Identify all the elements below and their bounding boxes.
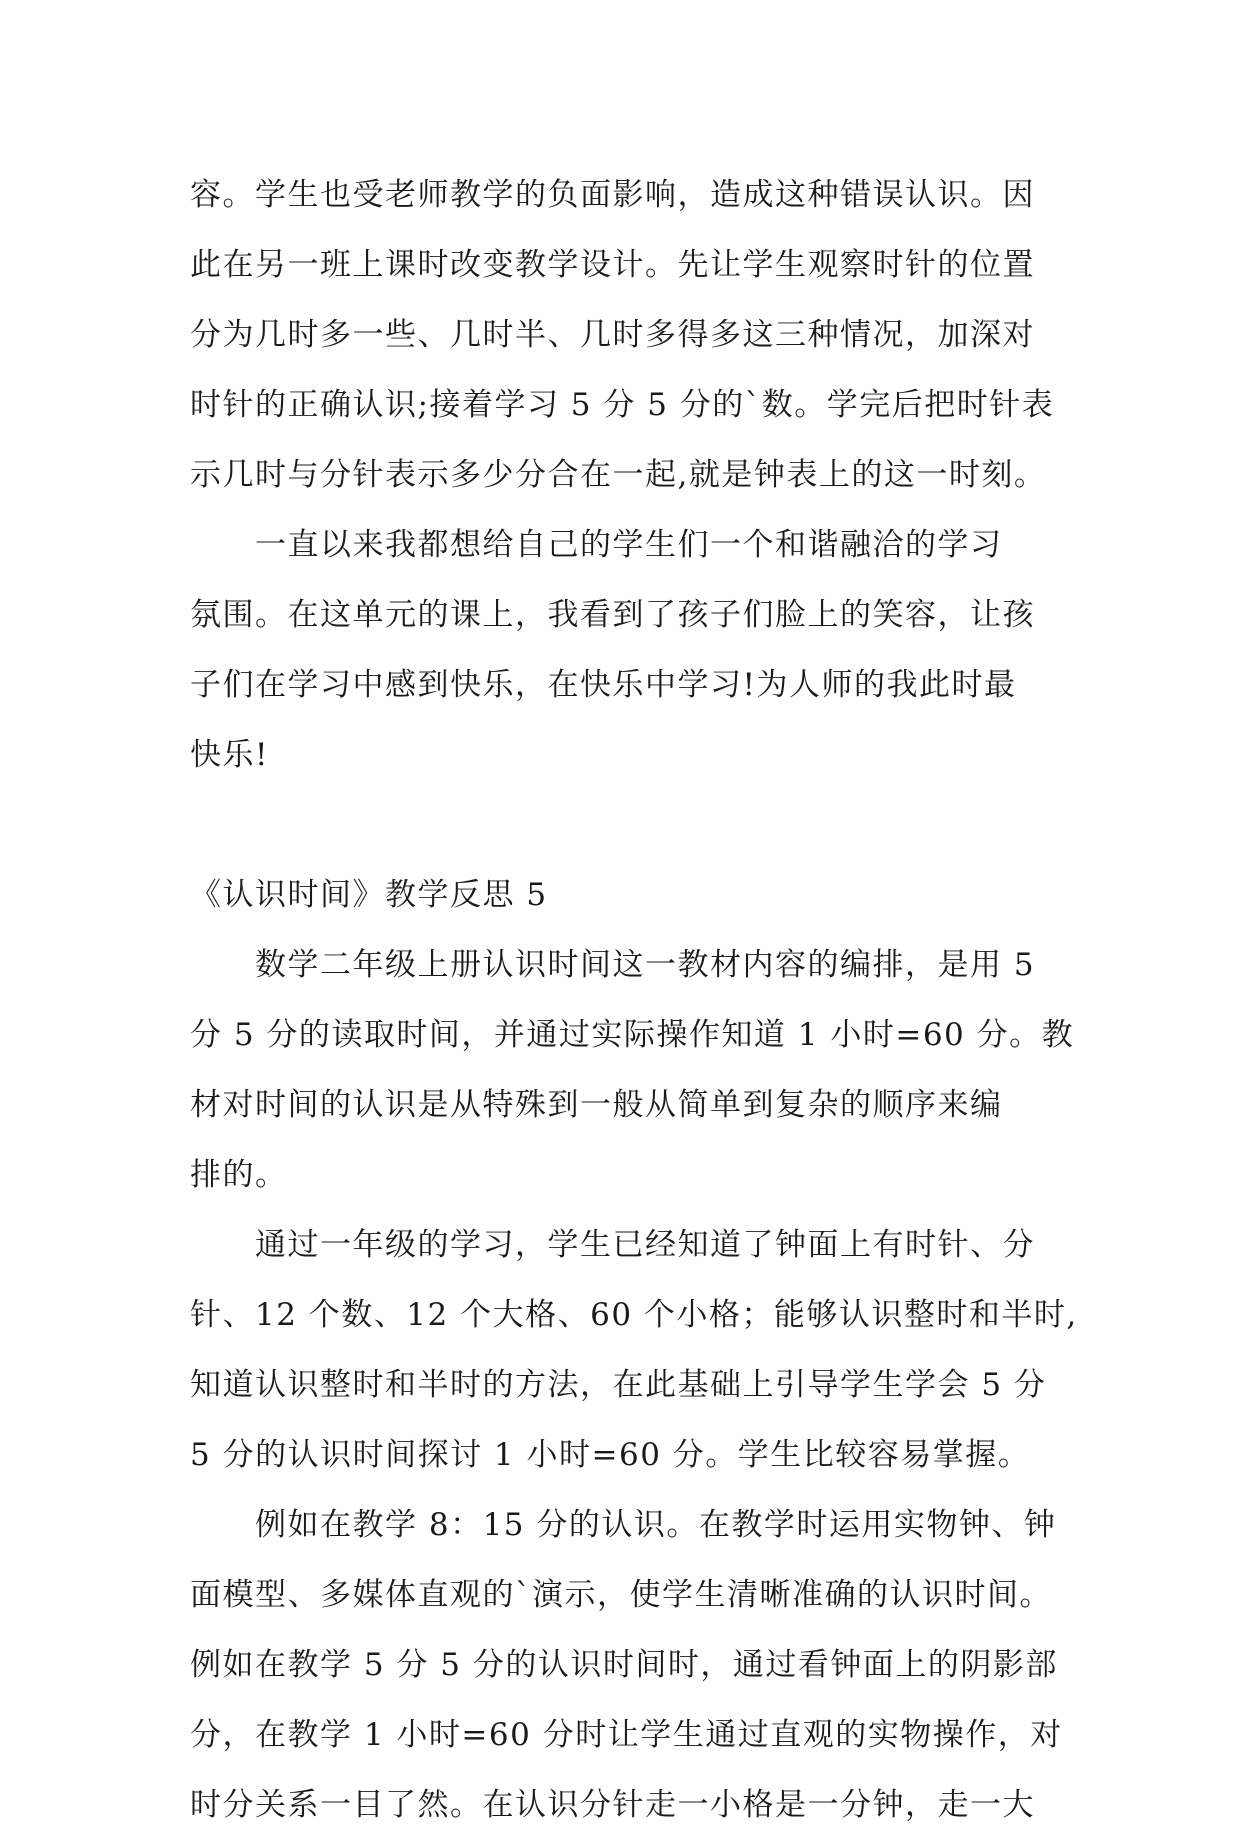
paragraph-line: 分为几时多一些、几时半、几时多得多这三种情况，加深对 [190, 317, 1035, 353]
paragraph-line: 此在另一班上课时改变教学设计。先让学生观察时针的位置 [190, 247, 1035, 283]
paragraph-line: 示几时与分针表示多少分合在一起,就是钟表上的这一时刻。 [190, 457, 1047, 493]
paragraph-line: 子们在学习中感到快乐，在快乐中学习!为人师的我此时最 [190, 667, 1017, 703]
paragraph-line: 通过一年级的学习，学生已经知道了钟面上有时针、分 [190, 1227, 1035, 1263]
paragraph-line: 知道认识整时和半时的方法，在此基础上引导学生学会 5 分 [190, 1367, 1047, 1403]
paragraph-line: 分 5 分的读取时间，并通过实际操作知道 1 小时=60 分。教 [190, 1017, 1075, 1053]
paragraph-line: 时分关系一目了然。在认识分针走一小格是一分钟，走一大 [190, 1787, 1035, 1823]
paragraph-line: 容。学生也受老师教学的负面影响，造成这种错误认识。因 [190, 177, 1035, 213]
paragraph-line: 排的。 [190, 1157, 288, 1193]
paragraph-line: 分，在教学 1 小时=60 分时让学生通过直观的实物操作，对 [190, 1717, 1063, 1753]
paragraph-line: 氛围。在这单元的课上，我看到了孩子们脸上的笑容，让孩 [190, 597, 1035, 633]
document-page [190, 160, 1078, 1840]
paragraph-line: 快乐! [190, 737, 269, 773]
paragraph-line: 时针的正确认识;接着学习 5 分 5 分的`数。学完后把时针表 [190, 387, 1055, 423]
section-reflection-5 [190, 860, 1078, 1840]
paragraph-line: 针、12 个数、12 个大格、60 个小格；能够认识整时和半时, [190, 1297, 1078, 1333]
paragraph-line: 5 分的认识时间探讨 1 小时=60 分。学生比较容易掌握。 [190, 1437, 1031, 1473]
paragraph-line: 例如在教学 5 分 5 分的认识时间时，通过看钟面上的阴影部 [190, 1647, 1058, 1683]
paragraph-line: 例如在教学 8：15 分的认识。在教学时运用实物钟、钟 [190, 1507, 1057, 1543]
section-gap [190, 790, 1060, 860]
paragraph-line: 面模型、多媒体直观的`演示，使学生清晰准确的认识时间。 [190, 1577, 1052, 1613]
section-title: 《认识时间》教学反思 5 [190, 877, 548, 913]
paragraph-line: 一直以来我都想给自己的学生们一个和谐融洽的学习 [190, 527, 1003, 563]
section-previous-reflection [190, 160, 1060, 790]
paragraph-line: 数学二年级上册认识时间这一教材内容的编排，是用 5 [190, 947, 1036, 983]
paragraph-line: 材对时间的认识是从特殊到一般从简单到复杂的顺序来编 [190, 1087, 1003, 1123]
